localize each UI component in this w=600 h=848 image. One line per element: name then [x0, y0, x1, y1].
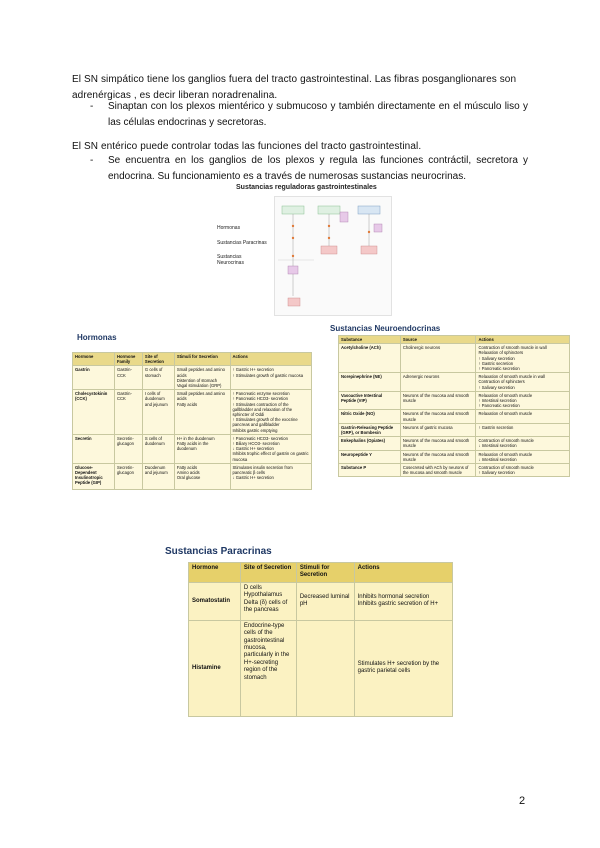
table-row	[73, 366, 312, 390]
figure-label-neurocrinas: Sustancias Neurocrinas	[217, 254, 244, 266]
table-cell: Small peptides and amino acids Fatty acids	[174, 390, 230, 435]
table-cell: Cosecreted with ACh by neurons of the mucosa and smooth muscle	[400, 464, 476, 477]
header-cell: Hormone Family	[114, 353, 142, 366]
neuro-title: Sustancias Neuroendocrinas	[330, 324, 441, 333]
table-header-row	[189, 563, 453, 583]
table-cell: Neurons of the mucosa and smooth muscle	[400, 391, 476, 410]
table-cell: S cells of duodenum	[142, 434, 174, 463]
table-cell: Decreased luminal pH	[296, 582, 354, 620]
bullet-text: Sinaptan con los plexos mientérico y submucoso y también directamente en el músculo liso y las células endocrinas y secretoras.	[108, 101, 528, 128]
table-row	[339, 450, 570, 463]
table-cell: Small peptides and amino acids Distention of stomach Vagal stimulation (GRP)	[174, 366, 230, 390]
table-cell: Gastrin-CCK	[114, 390, 142, 435]
table-row	[73, 434, 312, 463]
table-cell: ↑ Gastric H+ secretion ↑ Stimulates growth of gastric mucosa	[230, 366, 311, 390]
table-cell: Fatty acids Amino acids Oral glucose	[174, 463, 230, 489]
paracrinas-table	[188, 562, 453, 717]
table-row	[339, 437, 570, 450]
substance-name-cell: Vasoactive Intestinal Peptide (VIP)	[339, 391, 401, 410]
substance-name-cell: Norepinephrine (NE)	[339, 373, 401, 392]
table-cell: ↑ Pancreatic enzyme secretion ↑ Pancreatic HCO3- secretion ↑ Stimulates contraction of the gallbladder and relaxation of the sphincter of Oddi ↑ Stimulates growth of the exocrine pancreas and gallbladder Inhibits gastric emptying	[230, 390, 311, 435]
table-row	[339, 391, 570, 410]
table-cell: Stimulates insulin secretion from pancreatic β cells ↓ Gastric H+ secretion	[230, 463, 311, 489]
header-cell: Source	[400, 336, 476, 344]
paragraph-sympathetic: El SN simpático tiene los ganglios fuera del tracto gastrointestinal. Las fibras posganglionares son adrenérgicas , es decir liberan noradrenalina.	[72, 74, 517, 101]
hormone-name-cell: Cholecystokinin (CCK)	[73, 390, 115, 435]
table-row	[189, 582, 453, 620]
table-cell: Inhibits hormonal secretion Inhibits gastric secretion of H+	[354, 582, 452, 620]
bullet-enteric	[90, 153, 528, 185]
table-cell	[296, 620, 354, 716]
hormone-name-cell: Gastrin	[73, 366, 115, 390]
figure-label-paracrinas: Sustancias Paracrinas	[217, 240, 267, 246]
table-cell: ↑ Gastrin secretion	[476, 423, 570, 436]
paracrinas-title: Sustancias Paracrinas	[165, 546, 272, 557]
table-cell: Neurons of gastric mucosa	[400, 423, 476, 436]
table-row	[339, 373, 570, 392]
endocrine-cell-box	[282, 206, 304, 214]
header-cell: Hormone	[73, 353, 115, 366]
table-cell: Endocrine-type cells of the gastrointestinal mucosa, particularly in the H+-secreting region of the stomach	[240, 620, 296, 716]
table-row	[339, 410, 570, 423]
table-cell: Neurons of the mucosa and smooth muscle	[400, 437, 476, 450]
table-cell: Stimulates H+ secretion by the gastric parietal cells	[354, 620, 452, 716]
paracrine-cell-box	[318, 206, 340, 214]
table-cell: Relaxation of smooth muscle	[476, 410, 570, 423]
table-cell: Neurons of the mucosa and smooth muscle	[400, 450, 476, 463]
header-cell: Site of Secretion	[142, 353, 174, 366]
bullet-dash: -	[90, 155, 94, 166]
table-header-row	[73, 353, 312, 366]
table-header-row	[339, 336, 570, 344]
header-cell: Actions	[354, 563, 452, 583]
table-row	[73, 463, 312, 489]
neuro-table	[338, 335, 570, 477]
table-cell: G cells of stomach	[142, 366, 174, 390]
table-row	[339, 344, 570, 373]
header-cell: Stimuli for Secretion	[174, 353, 230, 366]
table-cell: D cells Hypothalamus Delta (δ) cells of the pancreas	[240, 582, 296, 620]
neurocrine-cell-box	[358, 206, 380, 214]
figure-label-hormonas: Hormonas	[217, 225, 241, 231]
table-cell: Relaxation of smooth muscle in wall Contraction of sphincters ↑ Salivary secretion	[476, 373, 570, 392]
table-cell: Secretin-glucagon	[114, 463, 142, 489]
table-cell: Duodenum and jejunum	[142, 463, 174, 489]
header-cell: Actions	[476, 336, 570, 344]
target-cell-box	[288, 298, 300, 306]
table-row	[73, 390, 312, 435]
table-cell: Neurons of the mucosa and smooth muscle	[400, 410, 476, 423]
table-cell: Relaxation of smooth muscle ↓ Intestinal secretion	[476, 450, 570, 463]
header-cell: Site of Secretion	[240, 563, 296, 583]
table-cell: Contraction of smooth muscle in wall Relaxation of sphincters ↑ Salivary secretion ↑ Gastric secretion ↑ Pancreatic secretion	[476, 344, 570, 373]
hormone-name-cell: Glucose-Dependent Insulinotropic Peptide (GIP)	[73, 463, 115, 489]
table-cell: Relaxation of smooth muscle ↑ Intestinal secretion ↑ Pancreatic secretion	[476, 391, 570, 410]
header-cell: Stimuli for Secretion	[296, 563, 354, 583]
substance-name-cell: Substance P	[339, 464, 401, 477]
table-cell: Secretin-glucagon	[114, 434, 142, 463]
table-cell: H+ in the duodenum Fatty acids in the duodenum	[174, 434, 230, 463]
bullet-text: Se encuentra en los ganglios de los plexos y regula las funciones contráctil, secretora y endocrina. Su funcionamiento es a través de numerosas sustancias neurocrinas.	[108, 155, 528, 182]
hormone-name-cell: Somatostatin	[189, 582, 241, 620]
table-row	[339, 464, 570, 477]
hormone-name-cell: Histamine	[189, 620, 241, 716]
regulatory-diagram	[274, 196, 392, 316]
table-row	[339, 423, 570, 436]
table-cell: Cholinergic neurons	[400, 344, 476, 373]
paragraph-enteric: El SN entérico puede controlar todas las funciones del tracto gastrointestinal.	[72, 141, 422, 152]
table-cell: Contraction of smooth muscle ↑ Salivary secretion	[476, 464, 570, 477]
page-number: 2	[519, 795, 526, 807]
hormonas-table	[72, 352, 312, 490]
table-cell: Adrenergic neurons	[400, 373, 476, 392]
bullet-dash: -	[90, 101, 94, 112]
table-cell: ↑ Pancreatic HCO3- secretion ↑ Biliary HCO3- secretion ↓ Gastric H+ secretion Inhibits trophic effect of gastrin on gastric mucosa	[230, 434, 311, 463]
table-cell: Gastrin-CCK	[114, 366, 142, 390]
header-cell: Hormone	[189, 563, 241, 583]
substance-name-cell: Gastrin-Releasing Peptide (GRP), or Bombesin	[339, 423, 401, 436]
hormone-name-cell: Secretin	[73, 434, 115, 463]
substance-name-cell: Enkephalins (Opiates)	[339, 437, 401, 450]
header-cell: Substance	[339, 336, 401, 344]
table-cell: Contraction of smooth muscle ↓ Intestinal secretion	[476, 437, 570, 450]
hormonas-title: Hormonas	[77, 333, 117, 342]
figure-title: Sustancias reguladoras gastrointestinales	[236, 184, 377, 191]
header-cell: Actions	[230, 353, 311, 366]
substance-name-cell: Acetylcholine (ACh)	[339, 344, 401, 373]
substance-name-cell: Nitric Oxide (NO)	[339, 410, 401, 423]
substance-name-cell: Neuropeptide Y	[339, 450, 401, 463]
bullet-sympathetic	[90, 99, 528, 131]
table-cell: I cells of duodenum and jejunum	[142, 390, 174, 435]
table-row	[189, 620, 453, 716]
